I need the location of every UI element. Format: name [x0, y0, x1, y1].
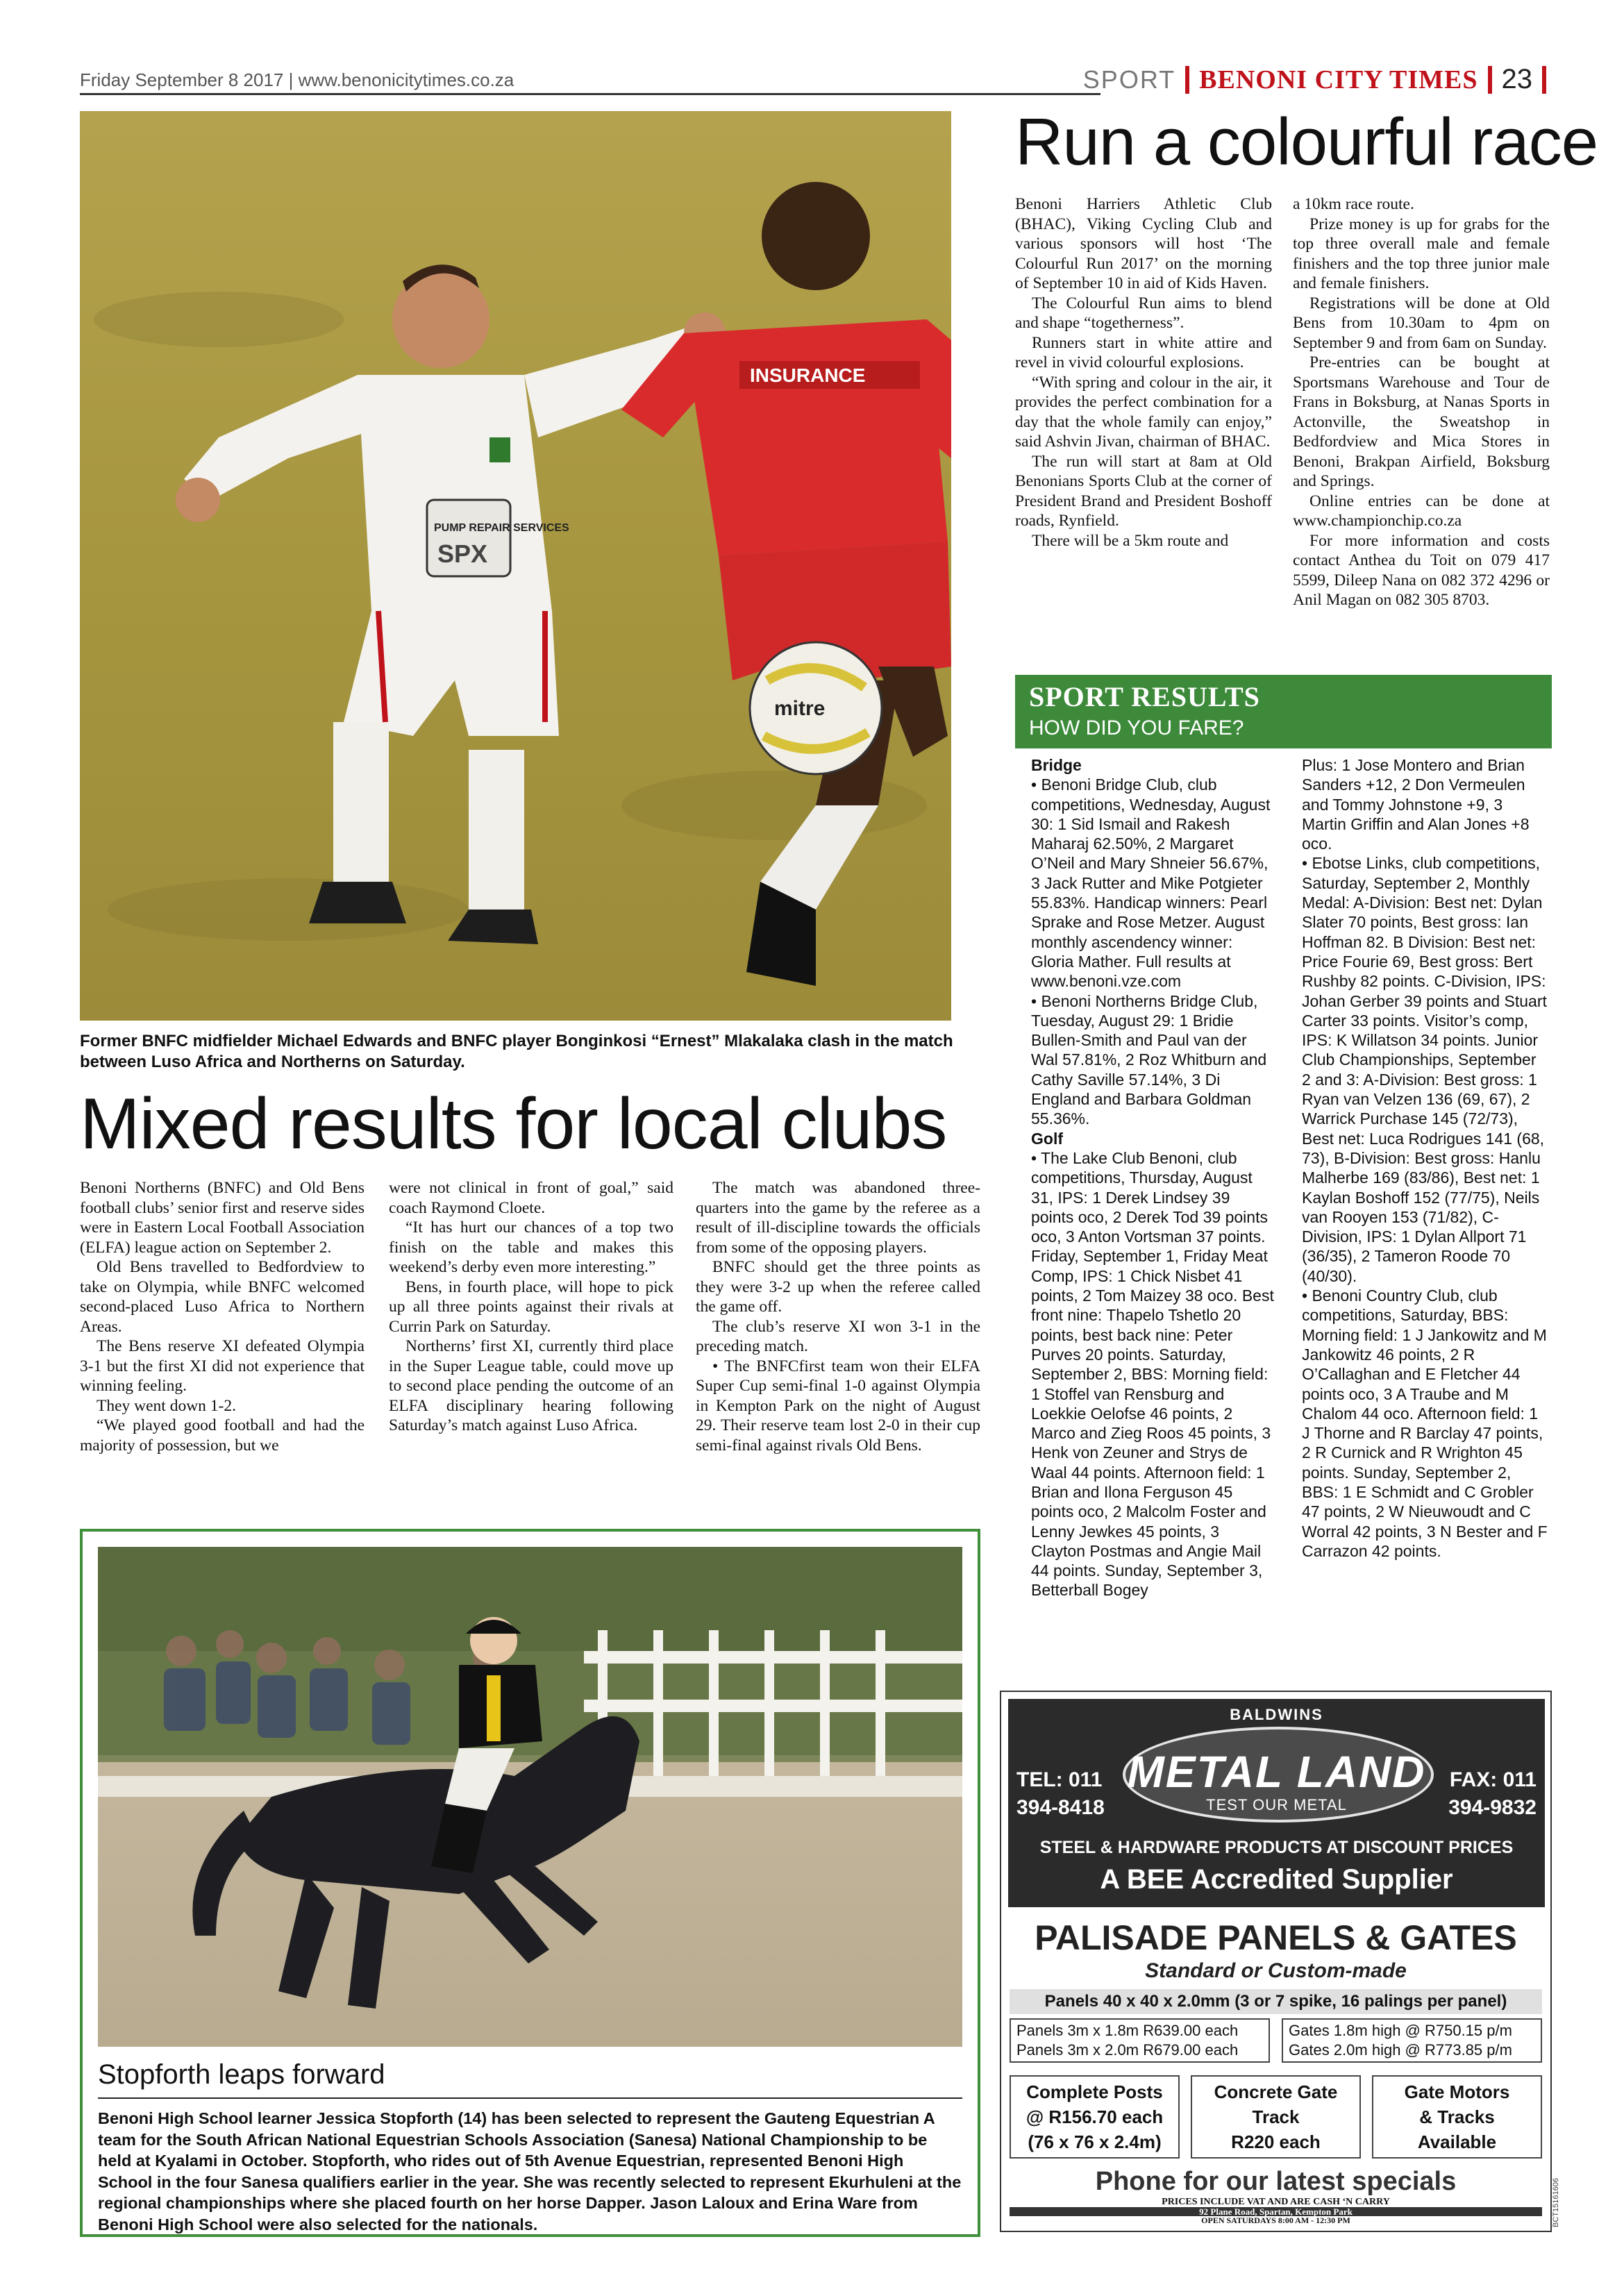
- sponsor-left-text: PUMP REPAIR SERVICES: [434, 522, 569, 534]
- results-entry: • Benoni Bridge Club, club competitions, Wednesday, August 30: 1 Sid Ismail and Rakesh Maharaj 62.50%, 2 Margaret O’Neil and Mary Shneier 56.67%, 3 Jack Rutter and Mike Potgieter 55.83%. Handicap winners: Pearl Sprake and Rose Metzer. August monthly ascendency winner: Gloria Mather. Full results at www.benoni.vze.com: [1031, 776, 1271, 991]
- ad-vat: PRICES INCLUDE VAT AND ARE CASH ‘N CARRY: [1162, 2197, 1390, 2207]
- results-banner: [1015, 675, 1552, 748]
- ad-line-1: STEEL & HARDWARE PRODUCTS AT DISCOUNT PRICES: [1039, 1838, 1514, 1857]
- dateline: Friday September 8 2017 | www.benonicitytimes.co.za: [80, 69, 514, 90]
- ad-product: PALISADE PANELS & GATES: [1035, 1918, 1517, 1957]
- ad-box-line: Track: [1252, 2106, 1300, 2127]
- paragraph: Benoni Harriers Athletic Club (BHAC), Viking Cycling Club and various sponsors will host ‘The Colourful Run 2017’ on the morning of September 10 in aid of Kids Haven.: [1015, 195, 1272, 292]
- ad-price-line: Gates 1.8m high @ R750.15 p/m: [1289, 2022, 1512, 2039]
- results-subtitle: HOW DID YOU FARE?: [1029, 717, 1244, 739]
- ad-box-track: [1191, 2075, 1361, 2159]
- paragraph: “It has hurt our chances of a top two finish on the table and makes this weekend’s derby even more interesting.”: [389, 1218, 673, 1276]
- results-title: SPORT RESULTS: [1029, 681, 1260, 712]
- paragraph: The Bens reserve XI defeated Olympia 3-1 but the first XI did not experience that winning feeling.: [80, 1337, 365, 1395]
- masthead: [1083, 64, 1546, 95]
- equestrian-text: Benoni High School learner Jessica Stopforth (14) has been selected to represent the Gauteng Equestrian A team for the South African National Equestrian Schools Association (Sanesa) National Championship to be held at Kyalami in October. Stopforth, who rides out of 5th Avenue Equestrian, represented Benoni High School in the four Sanesa qualifiers earlier in the year. She was recently selected to represent Ekurhuleni at the regional championships where she placed fourth on her horse Dapper. Jason Laloux and Erina Ware from Benoni High School were also selected for the nationals.: [98, 2109, 962, 2234]
- ad-box-line: & Tracks: [1419, 2106, 1495, 2127]
- results-entry: • Benoni Northerns Bridge Club, Tuesday, August 29: 1 Bridie Bullen-Smith and Paul van der Wal 57.81%, 2 Roz Whitburn and Cathy Saville 57.14%, 3 Di England and Barbara Goldman 55.36%.: [1031, 991, 1267, 1128]
- ad-fax-number: 394-9832: [1448, 1796, 1537, 1819]
- ad-box-posts: [1010, 2075, 1180, 2159]
- paragraph: Runners start in white attire and revel in vivid colourful explosions.: [1015, 333, 1272, 371]
- paragraph: Northerns’ first XI, currently third place in the Super League table, could move up to second place pending the outcome of an ELFA disciplinary hearing following Saturday’s match against Luso Africa.: [389, 1337, 673, 1434]
- paragraph: The club’s reserve XI won 3-1 in the preceding match.: [696, 1317, 980, 1355]
- ad-price-right: [1282, 2018, 1542, 2063]
- equestrian-rule: [98, 2097, 962, 2099]
- football-headline: Mixed results for local clubs: [80, 1084, 947, 1164]
- ad-box-motors: [1372, 2075, 1542, 2159]
- shirt-text-right: INSURANCE: [750, 364, 866, 386]
- race-col-2: [1293, 194, 1550, 610]
- ad-price-line: Panels 3m x 1.8m R639.00 each: [1016, 2022, 1239, 2039]
- advert: [1000, 1691, 1560, 2232]
- football-col-1: [80, 1178, 365, 1455]
- ad-tel-number: 394-8418: [1016, 1796, 1105, 1819]
- ad-box-line: Available: [1417, 2131, 1497, 2152]
- ad-box-line: Complete Posts: [1026, 2081, 1163, 2102]
- paragraph: • The BNFCfirst team won their ELFA Super Cup semi-final 1-0 against Olympia in Kempton Park on the night of August 29. Their reserve team lost 2-0 in their cup semi-final against rivals Old Bens.: [696, 1357, 980, 1455]
- paragraph: Registrations will be done at Old Bens from 10.30am to 4pm on September 9 and from 6am on Sunday.: [1293, 294, 1550, 352]
- paragraph: Old Bens travelled to Bedfordview to take on Olympia, while BNFC welcomed second-placed Luso Africa to Northern Areas.: [80, 1258, 365, 1336]
- paragraph: BNFC should get the three points as they were 3-2 up when the referee called the game off.: [696, 1258, 980, 1316]
- paragraph: Bens, in fourth place, will hope to pick up all three points against their rivals at Currin Park on Saturday.: [389, 1277, 673, 1336]
- race-headline: Run a colourful race: [1015, 105, 1598, 179]
- paragraph: “We played good football and had the majority of possession, but we: [80, 1416, 365, 1455]
- ad-panel-spec: Panels 40 x 40 x 2.0mm (3 or 7 spike, 16 palings per panel): [1010, 1989, 1542, 2014]
- paragraph: For more information and costs contact Anthea du Toit on 079 417 5599, Dileep Nana on 082 372 4296 or Anil Magan on 082 305 8703.: [1293, 531, 1550, 609]
- header-rule: [80, 93, 1100, 95]
- ad-price-left: [1010, 2018, 1270, 2063]
- masthead-divider: [1542, 66, 1546, 94]
- ad-line-2: A BEE Accredited Supplier: [1100, 1864, 1453, 1895]
- results-entry: • Ebotse Links, club competitions, Saturday, September 2, Monthly Medal: A-Division: Best net: Dylan Slater 70 points, Best gross: Ian Hoffman 82. B Division: Best net: Price Fourie 69, Best gross: Bert Rushby 82 points. C-Division, IPS: Johan Gerber 39 points and Stuart Carter 33 points. Visitor’s comp, IPS: K Willatson 34 points. Junior Club Championships, September 2 and 3: A-Division: Best gross: 1 Ryan van Velzen 136 (69, 67), 2 Warrick Purchase 145 (72/73), Best net: Luca Rodrigues 141 (68, 73), B-Division: Best gross: Hanlu Malherbe 169 (83/86), Best net: 1 Kaylan Boshoff 152 (77/75), Neils van Rooyen 153 (71/82), C-Division, IPS: 1 Dylan Allport 71 (36/35), 2 Tameron Roode 70 (40/30).: [1302, 854, 1547, 1285]
- equestrian-box: [80, 1529, 980, 2237]
- ad-box-line: Concrete Gate: [1214, 2081, 1338, 2102]
- results-entry: • Benoni Country Club, club competitions, Saturday, BBS: Morning field: 1 J Jankowitz and M Jankowitz 46 points, 2 R O’Callaghan and E Fletcher 44 points oco, 3 A Traube and M Chalom 44 oco. Afternoon field: 1 J Thorne and R Barclay 47 points, 2 R Curnick and R Wrighton 45 points. Sunday, September 2, BBS: 1 E Schmidt and C Grobler 47 points, 2 W Nieuwoudt and C Worral 42 points, 3 N Bester and F Carrazon 42 points.: [1302, 1287, 1548, 1560]
- shirt-text-left: SPX: [437, 539, 488, 568]
- ad-hours: OPEN SATURDAYS 8:00 AM - 12:30 PM: [1201, 2215, 1350, 2225]
- results-entry: Plus: 1 Jose Montero and Brian Sanders +12, 2 Don Vermeulen and Tommy Johnstone +9, 3 Martin Griffin and Alan Jones +8 oco.: [1302, 756, 1530, 853]
- paragraph: Online entries can be done at www.championchip.co.za: [1293, 492, 1550, 530]
- paragraph: The run will start at 8am at Old Benonians Sports Club at the corner of President Brand and President Boshoff roads, Rynfield.: [1015, 452, 1272, 530]
- ad-phone-line: Phone for our latest specials: [1095, 2167, 1457, 2196]
- equestrian-photo: [98, 1547, 962, 2047]
- results-heading: Bridge: [1031, 756, 1082, 774]
- masthead-divider: [1185, 66, 1189, 94]
- ad-tagline: TEST OUR METAL: [1206, 1796, 1347, 1813]
- ad-reference: BCT15161606: [1552, 2178, 1560, 2227]
- paragraph: Benoni Northerns (BNFC) and Old Bens football clubs’ senior first and reserve sides were in Eastern Local Football Association (ELFA) league action on September 2.: [80, 1179, 365, 1257]
- section-label: SPORT: [1082, 65, 1176, 94]
- results-col-1: [1031, 755, 1274, 1600]
- paragraph: The Colourful Run aims to blend and shape “togetherness”.: [1015, 294, 1272, 332]
- results-heading: Golf: [1031, 1129, 1063, 1148]
- ad-box-line: (76 x 76 x 2.4m): [1028, 2131, 1162, 2152]
- paragraph: Pre-entries can be bought at Sportsmans Warehouse and Tour de Frans in Boksburg, at Nanas Sports in Actonville, the Sweatshop in Bedfordview and Mica Stores in Benoni, Brakpan Airfield, Boksburg and Springs.: [1293, 353, 1550, 490]
- ad-box-line: Gate Motors: [1404, 2081, 1510, 2102]
- ad-brand-top: BALDWINS: [1230, 1706, 1323, 1723]
- ad-box-line: @ R156.70 each: [1026, 2106, 1164, 2127]
- football-col-3: [696, 1178, 980, 1455]
- ad-top-band: [1008, 1699, 1545, 1907]
- ad-brand: METAL LAND: [1127, 1747, 1426, 1797]
- football-photo-art: [80, 111, 951, 1021]
- ball-brand: mitre: [774, 697, 826, 720]
- ad-tel-label: TEL: 011: [1016, 1768, 1103, 1791]
- results-col-2: [1302, 755, 1548, 1561]
- ad-product-sub: Standard or Custom-made: [1145, 1959, 1407, 1982]
- race-col-1: [1015, 194, 1272, 551]
- football: [750, 642, 882, 774]
- results-entry: • The Lake Club Benoni, club competitions, Thursday, August 31, IPS: 1 Derek Lindsey 39 points oco, 2 Derek Tod 39 points oco, 3 Anton Vortsman 37 points. Friday, September 1, Friday Meat Comp, IPS: 1 Chick Nisbet 41 points, 2 Tom Maizey 38 oco. Best front nine: Thapelo Tshetlo 20 points, best back nine: Peter Purves 20 points. Saturday, September 2, BBS: Morning field: 1 Stoffel van Rensburg and Loekkie Oelofse 46 points, 2 Marco and Zieg Roos 45 points, 3 Henk von Zeuner and Strys de Waal 44 points. Afternoon field: 1 Brian and Ilona Ferguson 45 points oco, 2 Malcolm Foster and Lenny Jewkes 45 points, 3 Clayton Postmas and Angie Mail 44 points. Sunday, September 3, Betterball Bogey: [1031, 1148, 1274, 1600]
- page-number: 23: [1501, 64, 1532, 94]
- equestrian-headline: Stopforth leaps forward: [98, 2059, 385, 2090]
- ad-fax-label: FAX: 011: [1449, 1768, 1537, 1791]
- paragraph: The match was abandoned three-quarters into the game by the referee as a result of ill-discipline towards the officials from some of the opposing players.: [696, 1179, 980, 1257]
- ad-footer: [1010, 2197, 1542, 2225]
- paragraph: “With spring and colour in the air, it provides the perfect combination for a day that the whole family can enjoy,” said Ashvin Jivan, chairman of BHAC.: [1015, 373, 1272, 451]
- football-caption: Former BNFC midfielder Michael Edwards and BNFC player Bonginkosi “Ernest” Mlakalaka clash in the match between Luso Africa and Northerns on Saturday.: [80, 1032, 953, 1071]
- paragraph: They went down 1-2.: [97, 1396, 237, 1415]
- ad-box-line: R220 each: [1231, 2131, 1321, 2152]
- paragraph: Prize money is up for grabs for the top three overall male and female finishers and the top three junior male and female finishers.: [1293, 215, 1550, 292]
- paper-name: BENONI CITY TIMES: [1199, 65, 1478, 94]
- masthead-divider: [1488, 66, 1492, 94]
- paragraph: a 10km race route.: [1293, 195, 1414, 213]
- paragraph: There will be a 5km route and: [1032, 531, 1229, 550]
- football-col-2: [389, 1178, 673, 1436]
- ad-price-line: Gates 2.0m high @ R773.85 p/m: [1289, 2041, 1512, 2059]
- football-photo: [80, 111, 951, 1021]
- ad-price-line: Panels 3m x 2.0m R679.00 each: [1016, 2041, 1239, 2059]
- equestrian-photo-art: [98, 1547, 962, 2047]
- ad-address: 92 Plane Road, Spartan, Kempton Park: [1010, 2207, 1542, 2216]
- paragraph: were not clinical in front of goal,” said coach Raymond Cloete.: [389, 1179, 673, 1217]
